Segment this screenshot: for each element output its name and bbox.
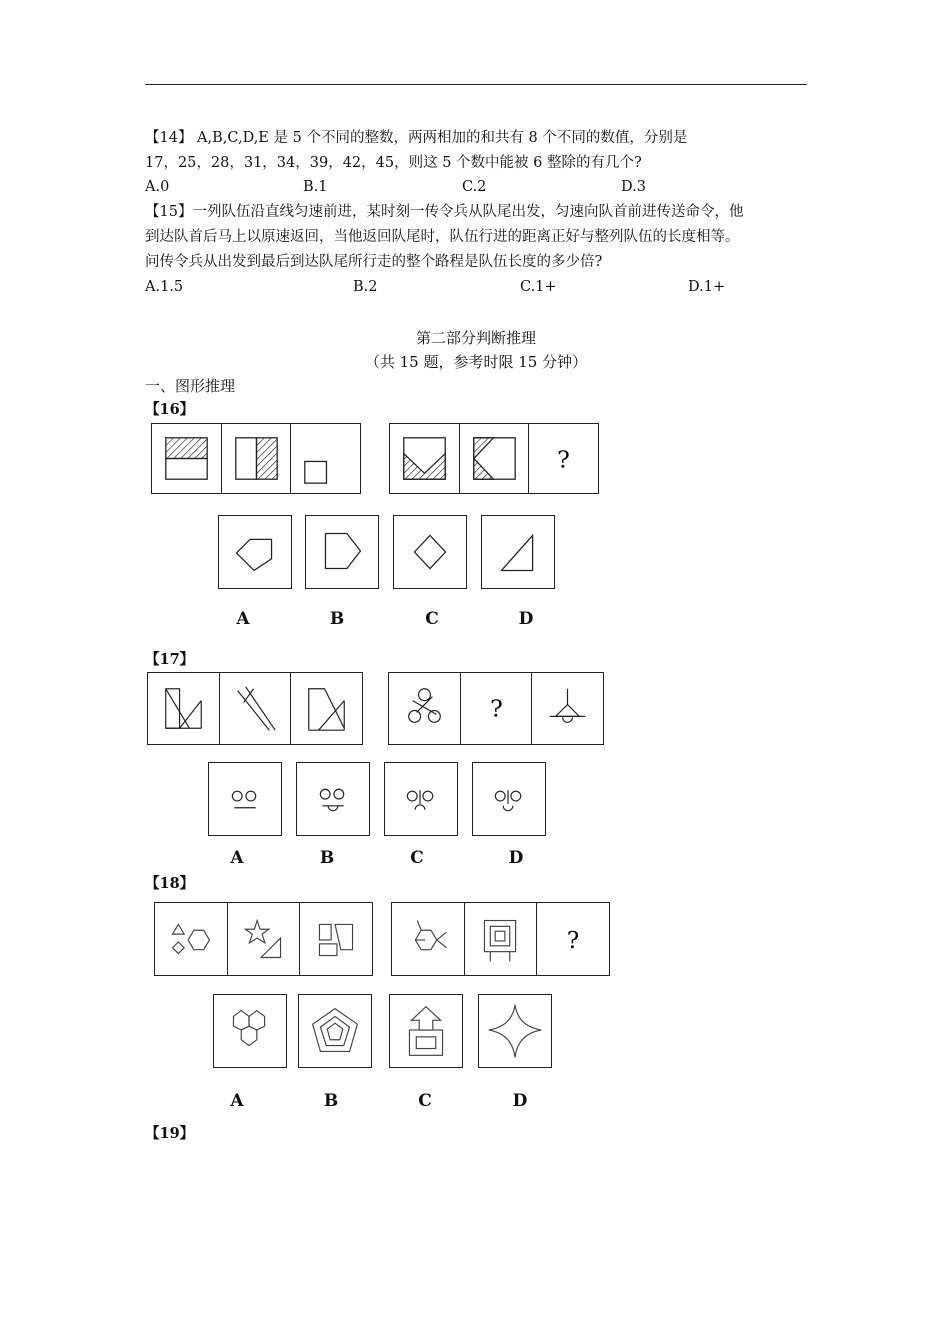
- q18-figure-5: [464, 902, 538, 976]
- q18-option-b-label: B: [323, 1091, 339, 1111]
- q15-line3: 问传令兵从出发到最后到达队尾所行走的整个路程是队伍长度的多少倍?: [145, 254, 603, 270]
- q14-option-c: C.2: [462, 179, 487, 195]
- q18-option-d-label: D: [512, 1091, 528, 1111]
- q16-figure-unknown: [528, 423, 599, 494]
- q15-line2: 到达队首后马上以原速返回，当他返回队尾时，队伍行进的距离正好与整列队伍的长度相等。: [145, 229, 740, 245]
- q18-option-a-figure[interactable]: [213, 994, 287, 1068]
- q19-label: 【19】: [145, 1125, 195, 1142]
- q16-figure-4: [389, 423, 460, 494]
- q17-option-a-label: A: [230, 848, 244, 868]
- q14-line2: 17，25，28，31，34，39，42，45，则这 5 个数中能被 6 整除的有几个?: [145, 155, 642, 171]
- header-rule: [145, 84, 807, 85]
- q16-option-c-figure[interactable]: [393, 515, 467, 589]
- q16-label: 【16】: [145, 401, 195, 418]
- q15-option-c: C.1+: [520, 279, 557, 295]
- q18-group1: [154, 902, 372, 976]
- q16-question-mark: ?: [557, 445, 570, 474]
- q18-figure-2: [227, 902, 301, 976]
- q16-option-b-label: B: [329, 609, 345, 629]
- q15-option-a: A.1.5: [145, 279, 184, 295]
- q16-figure-1: [151, 423, 222, 494]
- q18-group2: [391, 902, 609, 976]
- q16-option-b-figure[interactable]: [305, 515, 379, 589]
- q17-option-d-label: D: [508, 848, 524, 868]
- q16-option-d-figure[interactable]: [481, 515, 555, 589]
- q17-question-mark: ?: [489, 694, 503, 723]
- q17-figure-1: [147, 672, 220, 745]
- q16-figure-2: [221, 423, 292, 494]
- q16-option-c-label: C: [425, 609, 439, 629]
- q15-line1: 【15】一列队伍沿直线匀速前进，某时刻一传令兵从队尾出发，匀速向队首前进传送命令，他: [145, 204, 744, 220]
- q18-option-a-label: A: [230, 1091, 244, 1111]
- q15-option-b: B.2: [353, 279, 378, 295]
- q18-figure-unknown: [536, 902, 610, 976]
- q17-figure-3: [290, 672, 363, 745]
- q17-option-c-label: C: [410, 848, 424, 868]
- section-heading: 一、图形推理: [145, 377, 236, 395]
- q15-option-d: D.1+: [688, 279, 726, 295]
- q14-option-a: A.0: [145, 179, 170, 195]
- q17-option-b-label: B: [319, 848, 335, 868]
- section-title: 第二部分判断推理: [415, 329, 536, 347]
- q17-figure-6: [531, 672, 604, 745]
- q17-option-d-figure[interactable]: [472, 762, 546, 836]
- q18-option-d-figure[interactable]: [478, 994, 552, 1068]
- q18-option-c-label: C: [418, 1091, 432, 1111]
- q17-option-c-figure[interactable]: [384, 762, 458, 836]
- q18-label: 【18】: [145, 875, 195, 892]
- q18-option-b-figure[interactable]: [298, 994, 372, 1068]
- q18-figure-3: [299, 902, 373, 976]
- q17-label: 【17】: [145, 651, 195, 668]
- q16-figure-5: [459, 423, 530, 494]
- section-subtitle: （共 15 题，参考时限 15 分钟）: [364, 353, 588, 371]
- q17-figure-2: [219, 672, 292, 745]
- q18-option-c-figure[interactable]: [389, 994, 463, 1068]
- q16-figure-3: [290, 423, 361, 494]
- q17-figure-unknown: [460, 672, 533, 745]
- q17-option-a-figure[interactable]: [208, 762, 282, 836]
- q16-option-d-label: D: [518, 609, 534, 629]
- q16-group1: [151, 423, 360, 494]
- q16-option-a-label: A: [236, 609, 250, 629]
- q17-group1: [147, 672, 362, 745]
- q16-option-a-figure[interactable]: [218, 515, 292, 589]
- q14-line1: 【14】 A,B,C,D,E 是 5 个不同的整数，两两相加的和共有 8 个不同的数值，分别是: [145, 130, 688, 146]
- q17-option-b-figure[interactable]: [296, 762, 370, 836]
- q18-figure-1: [154, 902, 228, 976]
- q17-figure-4: [388, 672, 461, 745]
- q18-figure-4: [391, 902, 465, 976]
- q14-option-b: B.1: [303, 179, 328, 195]
- q14-option-d: D.3: [621, 179, 646, 195]
- q17-group2: [388, 672, 603, 745]
- q16-group2: [389, 423, 598, 494]
- q18-question-mark: ?: [566, 925, 580, 954]
